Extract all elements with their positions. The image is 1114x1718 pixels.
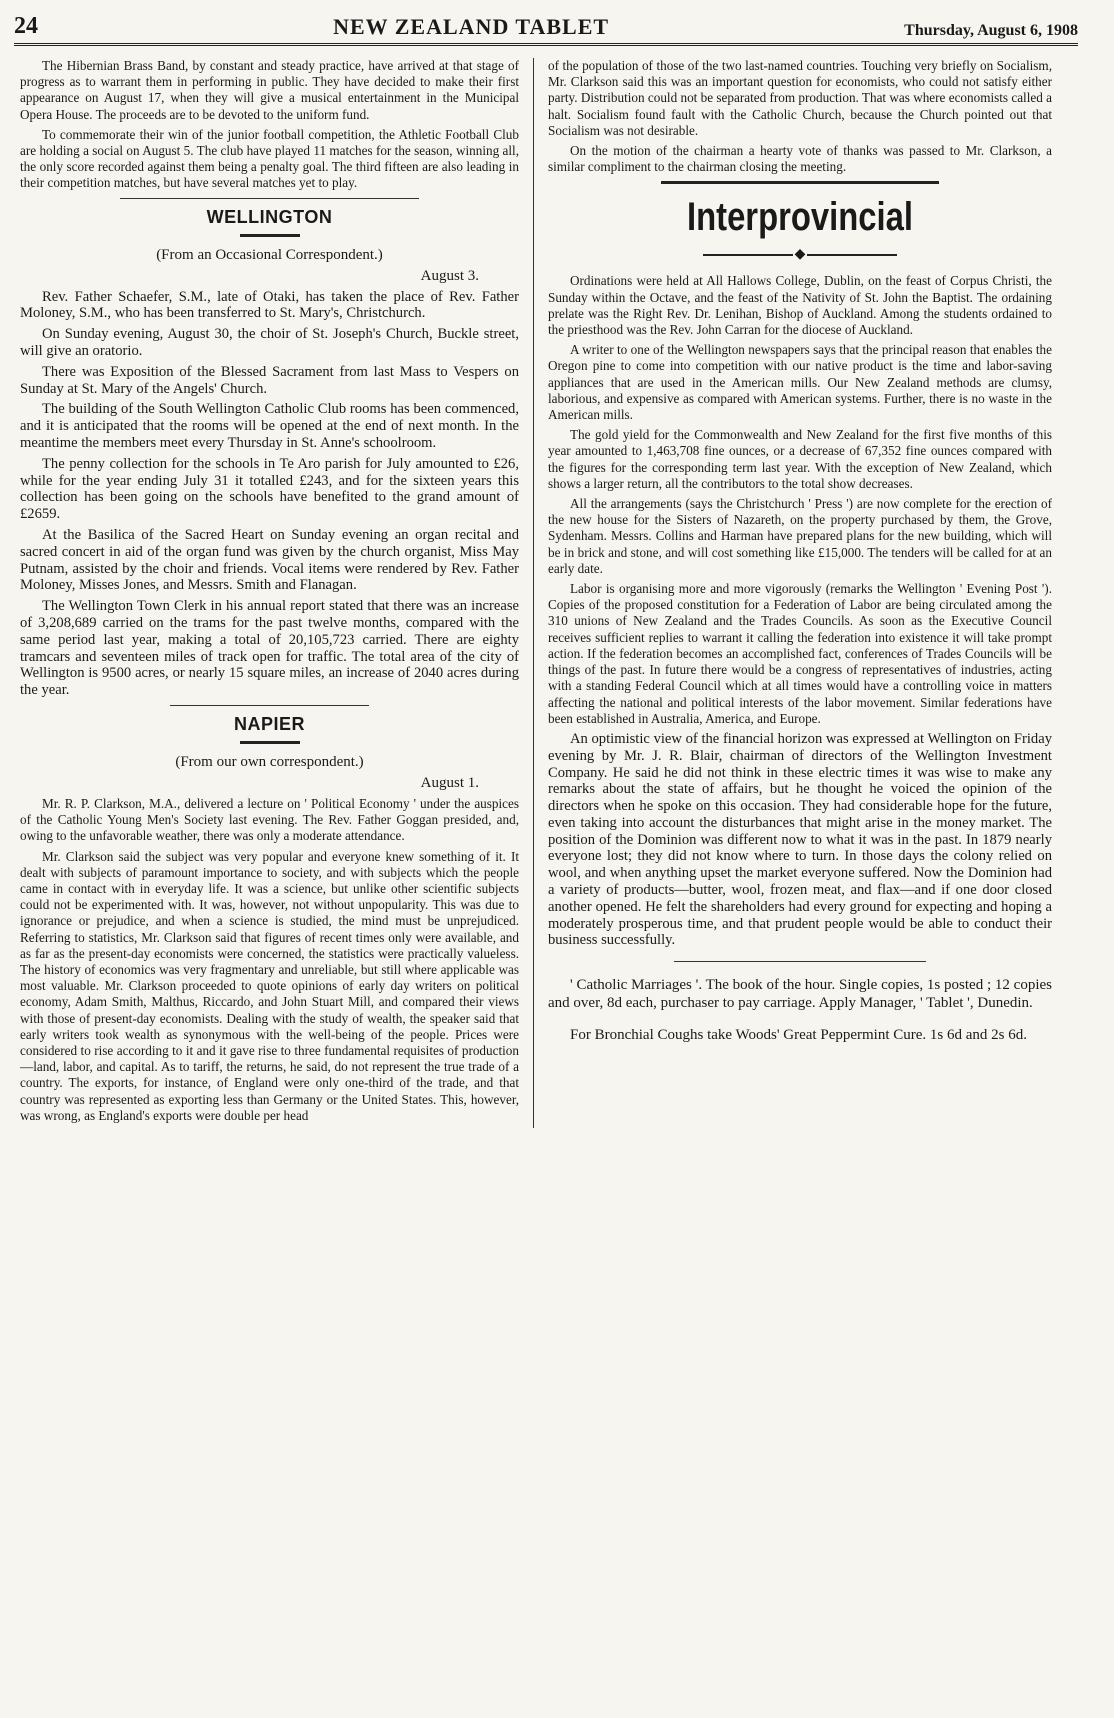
napier-byline: (From our own correspondent.) bbox=[175, 753, 364, 770]
advertisement: For Bronchial Coughs take Woods' Great Peppermint Cure. 1s 6d and 2s 6d. bbox=[570, 1027, 1027, 1044]
columns bbox=[14, 58, 1078, 1128]
interprovincial-paragraph: A writer to one of the Wellington newspapers says that the principal reason that enables the Oregon pine to come into competition with our native product is the time and labor-saving appliances that are used in the American mills. Our New Zealand methods are clumsy, laborious, and expensive as compared with American systems. Further, there is no waste in the American mills. bbox=[548, 342, 1052, 423]
issue-date: Thursday, August 6, 1908 bbox=[904, 22, 1078, 39]
left-column bbox=[14, 58, 534, 1128]
football-paragraph: To commemorate their win of the junior football competition, the Athletic Football Club are holding a social on August 5. The club have played 11 matches for the season, winning all, the only score recorded against them being a penalty goal. The third fifteen are also leading in their competition matches, but have several matches yet to play. bbox=[20, 126, 519, 191]
wellington-paragraph: There was Exposition of the Blessed Sacrament from last Mass to Vespers on Sunday at St. Mary of the Angels' Church. bbox=[20, 363, 519, 397]
wellington-dateline: August 3. bbox=[420, 267, 479, 284]
hibernian-paragraph: The Hibernian Brass Band, by constant and steady practice, have arrived at that stage of progress as to warrant them in performing in public. They have decided to make their first appearance on August 17, when they will give a musical entertainment in the Municipal Opera House. The proceeds are to be devoted to the uniform fund. bbox=[20, 58, 519, 122]
interprovincial-heading: Interprovincial bbox=[686, 195, 914, 240]
diamond-icon: ◆ bbox=[794, 247, 806, 263]
section-divider bbox=[120, 198, 419, 199]
ornament-line bbox=[703, 254, 793, 256]
section-divider bbox=[661, 181, 938, 184]
wellington-paragraph: The penny collection for the schools in Te Aro parish for July amounted to £26, while for the year ending July 31 it totalled £243, and for the sixteen years this collection has been going on the schools have benefited to the grand amount of £2659. bbox=[20, 455, 519, 523]
section-divider bbox=[674, 961, 926, 962]
napier-heading: NAPIER bbox=[233, 713, 305, 734]
advertisement: ' Catholic Marriages '. The book of the hour. Single copies, 1s posted ; 12 copies and over, 8d each, purchaser to pay carriage. Apply Manager, ' Tablet ', Dunedin. bbox=[548, 977, 1052, 1012]
napier-dateline: August 1. bbox=[420, 774, 479, 791]
section-divider bbox=[170, 705, 370, 706]
heading-underline bbox=[240, 234, 300, 237]
wellington-paragraph: The building of the South Wellington Catholic Club rooms has been commenced, and it is anticipated that the rooms will be opened at the end of next month. In the meantime the members meet every Thursday in St. Anne's schoolroom. bbox=[20, 401, 519, 451]
continued-paragraph: of the population of those of the two last-named countries. Touching very briefly on Socialism, Mr. Clarkson said this was an important question for economists, who could not satisfy either party. Distribution could not be separated from production. That was where economists called a halt. Socialism found fault with the Catholic Church, because the Church pointed out that Socialism was not desirable. bbox=[548, 58, 1052, 138]
napier-paragraph: Mr. R. P. Clarkson, M.A., delivered a lecture on ' Political Economy ' under the auspices of the Catholic Young Men's Society last evening. The Rev. Father Goggan presided, and, owing to the unfavorable weather, there was only a moderate attendance. bbox=[20, 795, 519, 844]
ornament-line bbox=[807, 254, 897, 256]
wellington-paragraph: Rev. Father Schaefer, S.M., late of Otaki, has taken the place of Rev. Father Moloney, S.M., who has been transferred to St. Mary's, Christchurch. bbox=[20, 288, 519, 322]
interprovincial-paragraph: Ordinations were held at All Hallows College, Dublin, on the feast of Corpus Christi, the Sunday within the Octave, and the feast of the Nativity of St. John the Baptist. The ordaining prelate was the Right Rev. Dr. Lenihan, Bishop of Auckland. Among the students ordained to the priesthood was the Rev. John Carran for the diocese of Auckland. bbox=[548, 273, 1052, 338]
right-column bbox=[534, 58, 1054, 1128]
wellington-paragraph: The Wellington Town Clerk in his annual report stated that there was an increase of 3,208,689 carried on the trams for the past twelve months, compared with the same period last year, making a total of 20,105,723 carried. There are eighty tramcars and seventeen miles of track open for traffic. The total area of the city of Wellington is 9500 acres, or nearly 15 square miles, an increase of 2040 acres during the year. bbox=[20, 598, 519, 699]
wellington-byline: (From an Occasional Correspondent.) bbox=[156, 246, 383, 263]
interprovincial-paragraph: An optimistic view of the financial horizon was expressed at Wellington on Friday evening by Mr. J. R. Blair, chairman of directors of the Wellington Investment Company. He said he did not think in these electric times it was wise to make any remarks about the state of affairs, but he thought he voiced the opinion of the directors when he spoke on this occasion. They had considerable hope for the future, even taking into account the disturbances that might arise in the money market. The position of the Dominion was different now to what it was in the past. In 1879 nearly everyone lost; they did not know where to turn. In those days the colony relied on wool, and when anything upset the market everyone suffered. Now the Dominion had a variety of products—butter, wool, frozen meat, and flax—and if one door closed another opened. He felt the shareholders had every ground for expecting and hoping a moderately prosperous time, and that prudent people would be able to conduct their business successfully. bbox=[548, 730, 1052, 949]
heading-underline bbox=[240, 741, 300, 744]
interprovincial-paragraph: Labor is organising more and more vigorously (remarks the Wellington ' Evening Post '). Copies of the proposed constitution for a Federation of Labor are being circulated among the 310 unions of New Zealand and the Trades Councils. As soon as the Executive Council receives sufficient replies to warrant it calling the federation into existence it will take prompt action. If the federation becomes an accomplished fact, conferences of Trades Councils will be things of the past. In future there would be a congress of representatives of industries, acting with a standing Federal Council which at all times would have a controlling voice in matters affecting the national and political interests of the labor movement. Similar federations have been established in Australia, America, and Europe. bbox=[548, 581, 1052, 726]
page-number: 24 bbox=[14, 13, 38, 39]
wellington-paragraph: On Sunday evening, August 30, the choir of St. Joseph's Church, Buckle street, will give an oratorio. bbox=[20, 326, 519, 360]
interprovincial-paragraph: The gold yield for the Commonwealth and New Zealand for the first five months of this year amounted to 1,463,708 fine ounces, or a decrease of 67,352 fine ounces compared with the figures for the corresponding term last year. With the exception of New Zealand, which shows a larger return, all the contributors to the total show decreases. bbox=[548, 427, 1052, 491]
wellington-paragraph: At the Basilica of the Sacred Heart on Sunday evening an organ recital and sacred concert in aid of the organ fund was given by the church organist, Miss May Putnam, assisted by the choir and friends. Vocal items were rendered by Rev. Father Moloney, Misses Jones, and Messrs. Smith and Flanagan. bbox=[20, 526, 519, 594]
heading-ornament bbox=[548, 246, 1052, 263]
wellington-heading: WELLINGTON bbox=[206, 206, 333, 227]
paper-title: NEW ZEALAND TABLET bbox=[333, 14, 610, 39]
continued-paragraph: On the motion of the chairman a hearty vote of thanks was passed to Mr. Clarkson, a similar compliment to the chairman closing the meeting. bbox=[548, 143, 1052, 175]
interprovincial-paragraph: All the arrangements (says the Christchurch ' Press ') are now complete for the erection of the new house for the Sisters of Nazareth, on the property purchased by them, the Grove, Sydenham. Messrs. Collins and Harman have prepared plans for the new building, which will be in brick and stone, and will cost something like £15,000. The tenders will be called for at an early date. bbox=[548, 496, 1052, 576]
masthead bbox=[14, 12, 1078, 46]
napier-paragraph: Mr. Clarkson said the subject was very popular and everyone knew something of it. It dealt with subjects of paramount importance to society, and with subjects which the people came in contact with in everyday life. It was a science, but unlike other scientific subjects could not be experimented with. It was, however, not without unpopularity. This was due to ignorance or prejudice, and when a science is studied, the mind must be unprejudiced. Referring to statistics, Mr. Clarkson said that figures of recent times only were available, and as far as the present-day economists were concerned, the statistics were practically valueless. The history of economics was very fragmentary and unreliable, but still where applicable was most valuable. Mr. Clarkson proceeded to quote opinions of early day writers on political economy, Adam Smith, Malthus, Riccardo, and John Stuart Mill, and compared their views with those of present-day economists. Dealing with the study of wealth, the speaker said that early writers took wealth as synonymous with the well-being of the people. Prices were considered to rise according to it and it gave rise to three fundamental requisites of production—land, labor, and capital. As to tariff, the returns, he said, do not represent the true trade of a country. The exports, for instance, of England were only one-third of the trade, and that country was represented as exporting less than Germany or the United States. This, however, was wrong, as England's exports were double per head bbox=[20, 848, 519, 1123]
